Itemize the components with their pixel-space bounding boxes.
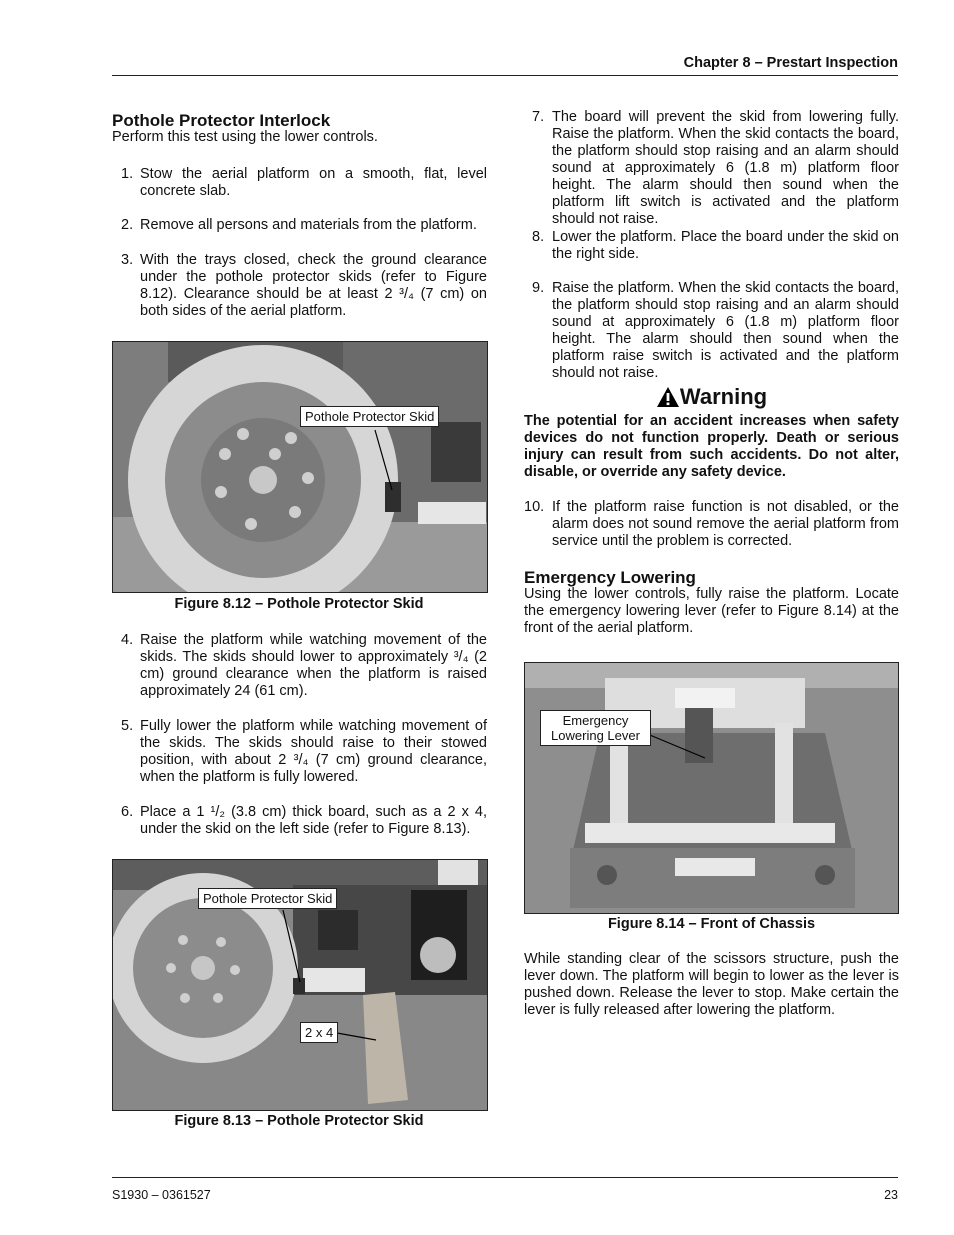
section-title-pothole: Pothole Protector Interlock: [112, 111, 331, 130]
intro-text: Perform this test using the lower controls.: [112, 129, 378, 145]
emergency-lowering-section: [524, 569, 899, 637]
figure-8-13-photo: [112, 859, 488, 1111]
step-number: 5.: [121, 718, 134, 734]
figure-8-14-caption: Figure 8.14 – Front of Chassis: [607, 916, 816, 932]
step-text: Remove all persons and materials from the platform.: [140, 217, 477, 233]
step-text: The board will prevent the skid from lowering fully. Raise the platform. When the skid contacts the board, the platform should stop raising and an alarm should sound at approximately 6 (1.8 m) platform floor height. The alarm should then sound when the platform lift switch is activated and the platform should not raise.: [552, 109, 899, 227]
callout-pothole-skid: Pothole Protector Skid: [198, 888, 337, 909]
closing-paragraph: While standing clear of the scissors structure, push the lever down. The platform will begin to lower as the lever is pushed down. Release the lever to stop. Make certain the lever is fully released after lowering the platform.: [524, 951, 899, 1018]
step-text: Fully lower the platform while watching movement of the skids. The skids should raise to their stowed position, with about 2 ³/₄ (7 cm) ground clearance, when the platform is fully lowered.: [140, 718, 487, 785]
step-number: 4.: [121, 632, 134, 648]
closing-paragraph-block: [524, 951, 899, 1019]
header-rule: [112, 75, 898, 76]
step-text: Raise the platform. When the skid contacts the board, the platform should stop raising and an alarm should sound at approximately 6 (1.8 m) platform floor height. The alarm should then sound when the platform raise switch is activated and the platform should not raise.: [552, 280, 899, 381]
step-number: 3.: [121, 252, 134, 268]
emergency-intro: Using the lower controls, fully raise the platform. Locate the emergency lowering lever (refer to Figure 8.14) at the front of the aerial platform.: [524, 586, 899, 636]
step-text: If the platform raise function is not disabled, or the alarm does not sound remove the aerial platform from service until the problem is corrected.: [552, 499, 899, 549]
figure-8-13-caption: Figure 8.13 – Pothole Protector Skid: [174, 1113, 424, 1129]
figure-8-12-photo: [112, 341, 488, 593]
figure-8-12-caption: Figure 8.12 – Pothole Protector Skid: [174, 596, 424, 612]
callout-pothole-skid: Pothole Protector Skid: [300, 406, 439, 427]
figure-8-14-photo: [524, 662, 899, 914]
step-number: 1.: [121, 166, 134, 182]
step-text: Lower the platform. Place the board under the skid on the right side.: [552, 229, 899, 262]
callout-emergency-lever: Emergency Lowering Lever: [540, 710, 651, 746]
step-text: Place a 1 ¹/₂ (3.8 cm) thick board, such as a 2 x 4, under the skid on the left side (refer to Figure 8.13).: [140, 804, 487, 837]
step-text: Stow the aerial platform on a smooth, flat, level concrete slab.: [140, 166, 487, 199]
step-text: With the trays closed, check the ground clearance under the pothole protector skids (refer to Figure 8.12). Clearance should be at least 2 ³/₄ (7 cm) on both sides of the aerial platform.: [140, 252, 487, 319]
warning-block: [524, 384, 899, 481]
step-number: 9.: [532, 280, 545, 296]
document-id: S1930 – 0361527: [112, 1188, 211, 1202]
step-number: 6.: [121, 804, 134, 820]
warning-heading: [524, 384, 899, 410]
chassis-illustration: [525, 663, 898, 913]
step-text: Raise the platform while watching movement of the skids. The skids should lower to approximately ³/₄ (2 cm) ground clearance when the platform is raised approximately 24 (61 cm).: [140, 632, 487, 699]
warning-title: Warning: [679, 384, 768, 409]
wheel-skid-illustration: [113, 342, 487, 592]
step-number: 2.: [121, 217, 134, 233]
page-number: 23: [884, 1188, 898, 1202]
step-number: 10.: [524, 499, 545, 515]
warning-triangle-icon: [656, 386, 680, 408]
callout-board: 2 x 4: [300, 1022, 338, 1043]
section-title-emergency: Emergency Lowering: [524, 568, 696, 587]
footer-rule: [112, 1177, 898, 1178]
step-number: 7.: [532, 109, 545, 125]
chapter-title: Chapter 8 – Prestart Inspection: [683, 55, 898, 71]
step-number: 8.: [532, 229, 545, 245]
left-column: [112, 112, 487, 146]
warning-text: The potential for an accident increases when safety devices do not function properly. Death or serious injury can result from such accidents. Do not alter, disable, or override any safety device.: [524, 413, 899, 480]
